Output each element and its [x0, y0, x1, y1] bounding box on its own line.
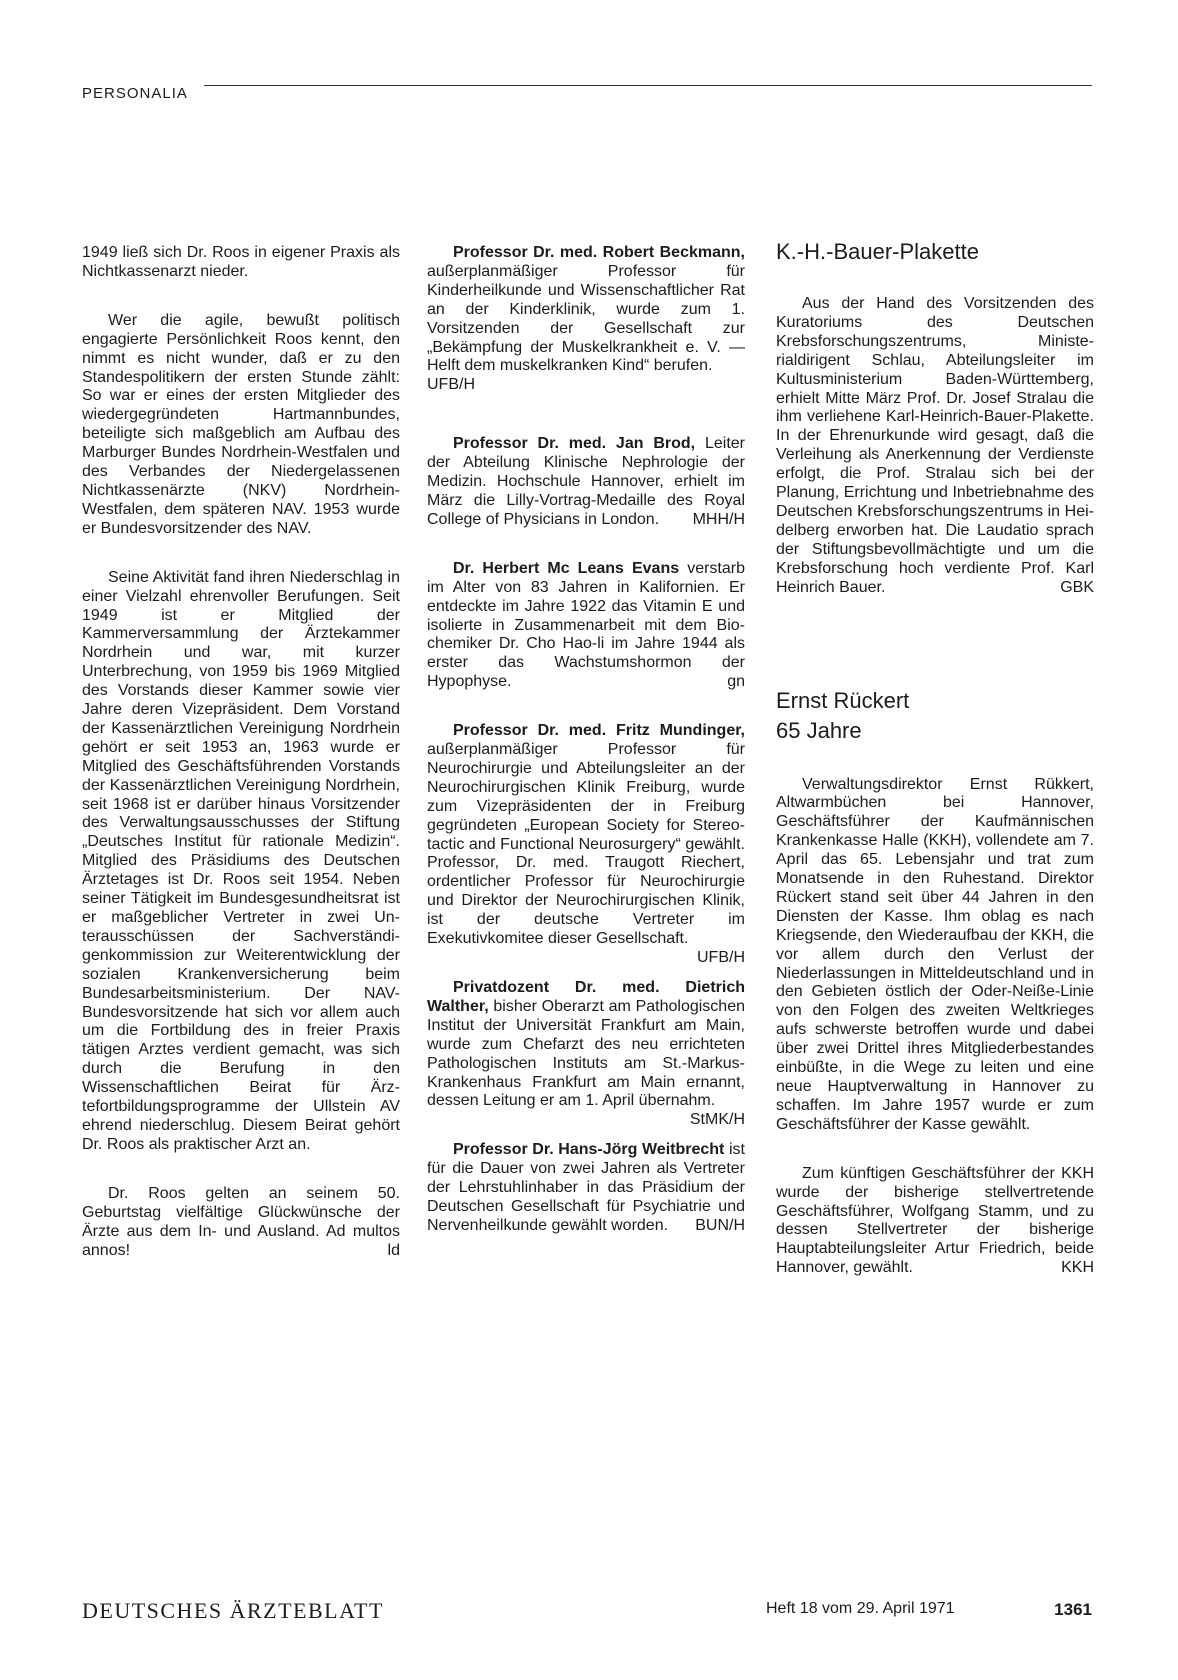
news-item: [427, 722, 745, 966]
issue-info: Heft 18 vom 29. April 1971: [766, 1600, 955, 1617]
author-signature: StMK/H: [689, 1111, 745, 1129]
paragraph: Wer die agile, bewußt politisch engagierte Persönlichkeit Roos kennt, den nimmt es nicht wunder, daß er zu den Standespolitikern der ersten Stunde zählt: So war er eines der ersten Mitglieder des wiedergegründeten Hartmannbundes, beteiligte sich maßgeblich am Aufbau des Marburger Bundes Nordrhein-Westfalen und des Verbandes der Niedergelassenen Nichtkassenärzte (NKV) Nordrhein-Westfalen, dem späteren NAV. 1953 wurde er Bundesvorsitzender des NAV.: [82, 311, 400, 537]
person-name: Professor Dr. med. Robert Beckmann,: [453, 244, 745, 261]
section-label: PERSONALIA: [82, 85, 188, 102]
news-item: [427, 435, 745, 530]
page-footer: [82, 1598, 1092, 1628]
author-signature: gn: [727, 673, 745, 691]
paragraph: [82, 1185, 400, 1261]
paragraph: [776, 1165, 1094, 1278]
column-3: [776, 238, 1094, 1278]
news-item: [427, 979, 745, 1129]
item-text: Leiter der Abteilung Klinische Nephrologie der Medizin. Hochschule Hannover, erhielt im März die Lilly-Vortrag-Medaille des Royal College of Physicians in London.: [427, 435, 745, 528]
person-name: Privatdozent Dr. med. Dietrich Walther,: [427, 979, 745, 1015]
article-subheading: 65 Jahre: [776, 717, 862, 743]
page-number: 1361: [1054, 1600, 1092, 1619]
paragraph: [776, 295, 1094, 598]
paragraph-text: Zum künftigen Geschäftsführer der KKH wurde der bisherige stellvertretende Geschäftsführer, Wolfgang Stamm, und zu dessen Stellvertreter der bisherige Hauptabteilungsleiter Artur Friedrich, beide Hannover, gewählt.: [776, 1164, 1094, 1277]
paragraph: 1949 ließ sich Dr. Roos in eigener Praxis als Nichtkassenarzt nieder.: [82, 244, 400, 280]
header-rule: [204, 85, 1092, 86]
paragraph: Seine Aktivität fand ihren Niederschlag in einer Vielzahl ehrenvoller Berufungen. Seit 1949 ist er Mitglied der Kammerversammlung der Ärztekammer Nordrhein und war, mit kurzer Unterbrechung, von 1959 bis 1969 Mitglied des Vorstands dieser Kammer sowie vier Jahre deren Vizepräsident. Dem Vorstand der Kassenärztlichen Vereinigung Nordrhein gehört er seit 1953 an, 1963 wurde er Mitglied des Geschäftsführenden Vorstands der Kassenärztlichen Vereinigung Nordrhein, seit 1968 ist er darüber hinaus Vorsitzender des Verwaltungsausschusses der Stiftung „Deutsches Institut für rationale Medizin“. Mitglied des Präsidiums des Deutschen Ärztetages ist Dr. Roos seit 1954. Neben seiner Tätigkeit im Bundesgesundheitsrat ist er maßgeblicher Vertreter in zwei Unterausschüssen der Sachverständigenkommission zur Weiterentwicklung der sozialen Krankenversicherung beim Bundesarbeitsministerium. Der NAV-Bundesvorsitzende hat sich vor allem auch um die Fortbildung des in freier Praxis tätigen Arztes verdient gemacht, was sich durch die Berufung in den Wissenschaftlichen Beirat für Ärztefortbildungsprogramme der Ullstein AV ehrend niederschlug. Diesem Beirat gehört Dr. Roos als praktischer Arzt an.: [82, 568, 400, 1153]
author-signature: GBK: [1060, 578, 1094, 596]
person-name: Dr. Herbert Mc Leans Evans: [453, 559, 680, 577]
paragraph-text: Aus der Hand des Vorsitzenden des Kuratoriums des Deutschen Krebsforschungszentrums, Ministerialdirigent Schlau, Abteilungsleiter im Kultusministerium Baden-Württemberg, erhielt Mitte März Prof. Dr. Josef Stralau die ihm verliehene Karl-Heinrich-Bauer-Plakette. In der Ehrenurkunde wird gesagt, daß die Verleihung als Anerkennung der Verdienste erfolgt, die Prof. Stralau sich bei der Planung, Errichtung und Inbetriebnahme des Deutschen Krebsforschungszentrums in Heidelberg erworben hat. Die Laudatio sprach der Stiftungsbevollmächtigte und um die Krebsforschung hoch verdiente Prof. Karl Heinrich Bauer.: [776, 295, 1094, 596]
person-name: Professor Dr. Hans-Jörg Weitbrecht: [453, 1141, 725, 1159]
item-text: bisher Oberarzt am Pathologischen Institut der Universität Frankfurt am Main, wurde zum Chefarzt des neu errichteten Pathologischen Instituts am St.-Markus-Krankenhaus Frankfurt am Main ernannt, dessen Leitung er am 1. April übernahm.: [427, 997, 745, 1110]
author-signature: ld: [387, 1241, 400, 1259]
journal-name: DEUTSCHES ÄRZTEBLATT: [82, 1598, 384, 1623]
paragraph-text: Dr. Roos gelten an seinem 50. Geburtstag vielfältige Glückwünsche der Ärzte aus dem In- und Ausland. Ad multos annos!: [82, 1184, 400, 1259]
author-signature: UFB/H: [427, 376, 475, 394]
person-name: Professor Dr. med. Jan Brod,: [453, 435, 696, 453]
column-2: [427, 244, 745, 1236]
author-signature: KKH: [1061, 1259, 1094, 1277]
paragraph: Verwaltungsdirektor Ernst Rükkert, Altwarmbüchen bei Hannover, Geschäftsführer der Kaufmännischen Krankenkasse Halle (KKH), vollendete am 7. April das 65. Lebensjahr und trat zum Monatsende in den Ruhestand. Direktor Rückert stand seit über 44 Jahren in den Diensten der Kasse. Ihm oblag es nach Kriegsende, den Wiederaufbau der KKH, die vor allem durch den Verlust der Niederlassungen in Mitteldeutschland und in den Gebieten östlich der Oder-Neiße-Linie von den Folgen des zweiten Weltkrieges aufs schwerste betroffen wurde und dabei über zwei Drittel ihres Mitgliederbestandes einbüßte, in die Wege zu leiten und eine neue Hauptverwaltung in Hannover zu schaffen. Im Jahre 1957 wurde er zum Geschäftsführer der Kasse gewählt.: [776, 775, 1094, 1133]
item-text: außerplanmäßiger Professor für Neurochirurgie und Abteilungsleiter an der Neurochirurgischen Klinik Freiburg, wurde zum Vizepräsidenten der in Freiburg gegründeten „European Society for Stereotactic and Functional Neurosurgery“ gewählt. Professor, Dr. med. Traugott Riechert, ordentlicher Professor für Neurochirurgie und Direktor der Neurochirurgischen Klinik, ist der deutsche Vertreter im Exekutivkomitee dieser Gesellschaft.: [427, 741, 745, 948]
person-name: Professor Dr. med. Fritz Mundinger,: [453, 722, 745, 740]
author-signature: BUN/H: [695, 1216, 745, 1234]
author-signature: UFB/H: [697, 949, 745, 966]
item-text: verstarb im Alter von 83 Jahren in Kalifornien. Er entdeckte im Jahre 1922 das Vitamin E und isolierte in Zusammenarbeit mit dem Biochemiker Dr. Cho Hao-li im Jahre 1944 als erster das Wachstumshormon der Hypophyse.: [427, 559, 746, 691]
page-header: [82, 84, 1092, 104]
news-item: [427, 244, 745, 376]
news-item: [427, 1141, 745, 1236]
article-heading: K.-H.-Bauer-Plakette: [776, 239, 979, 264]
author-signature: MHH/H: [692, 510, 745, 528]
item-text: ist für die Dauer von zwei Jahren als Vertreter der Lehrstuhlinhaber in das Präsidium der Deutschen Gesellschaft für Psychiatrie und Nervenheilkunde gewählt worden.: [427, 1141, 745, 1234]
news-item: [427, 560, 745, 692]
column-1: [82, 244, 400, 1260]
item-text: außerplanmäßiger Professor für Kinderheilkunde und Wissenschaftlicher Rat an der Kinderklinik, wurde zum 1. Vorsitzenden der Gesellschaft zur „Bekämpfung der Muskelkrankheit e. V. — Helft dem muskelkranken Kind“ berufen.: [427, 262, 745, 375]
article-heading: Ernst Rückert: [776, 687, 910, 713]
